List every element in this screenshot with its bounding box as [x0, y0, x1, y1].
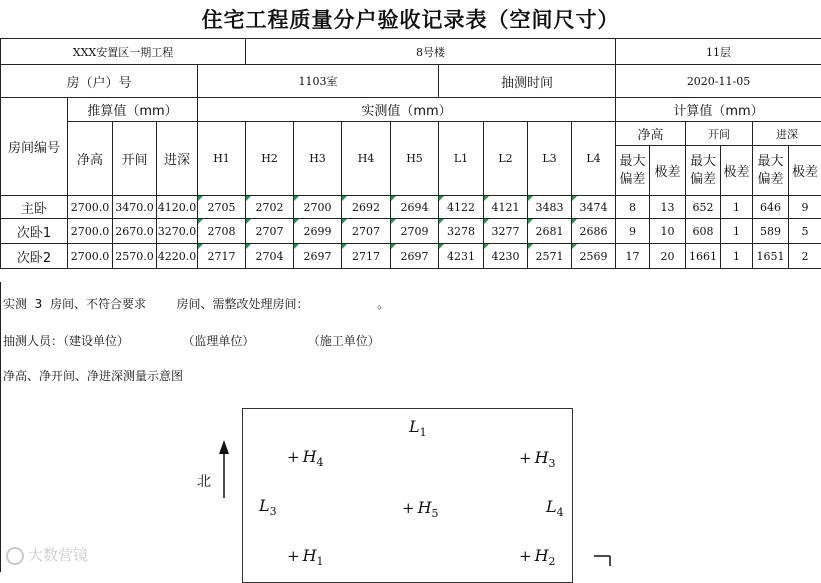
label-h2: + $H_2$: [519, 546, 556, 568]
diagram-caption: 净高、净开间、净进深测量示意图: [3, 367, 183, 384]
room-name: 次卧1: [1, 219, 68, 244]
est-value: 4220.0: [157, 244, 198, 269]
calc-value: 589: [753, 219, 789, 244]
project-name: XXX安置区一期工程: [1, 39, 246, 65]
meas-value: 4121: [484, 196, 528, 219]
meas-col-h3: H3: [294, 122, 342, 196]
meas-col-l4: L4: [572, 122, 616, 196]
label-l4: $L_4$: [546, 497, 564, 519]
estimated-header: 推算值（mm）: [68, 98, 198, 122]
meas-value: 4231: [439, 244, 484, 269]
meas-value: 2705: [198, 196, 246, 219]
calc-group-bay: 开间: [686, 122, 753, 146]
acceptance-table: [0, 38, 821, 269]
meas-value: 3474: [572, 196, 616, 219]
meas-value: 2571: [528, 244, 572, 269]
label-h4: + $H_4$: [287, 447, 324, 469]
north-arrow-icon: [214, 440, 234, 498]
range-header: 极差: [721, 146, 753, 196]
calc-value: 1: [721, 244, 753, 269]
page-title: 住宅工程质量分户验收记录表（空间尺寸）: [0, 0, 821, 36]
calc-value: 20: [650, 244, 686, 269]
calc-value: 5: [789, 219, 821, 244]
label-h5: + $H_5$: [402, 498, 439, 520]
est-col-height: 净高: [68, 122, 113, 196]
watermark-logo-icon: [6, 547, 24, 565]
meas-value: 2692: [342, 196, 391, 219]
calc-value: 1: [721, 196, 753, 219]
est-value: 2700.0: [68, 196, 113, 219]
summary-count: 3: [35, 297, 43, 311]
room-id-header: 房间编号: [1, 98, 68, 196]
calc-value: 652: [686, 196, 721, 219]
est-value: 2570.0: [113, 244, 157, 269]
label-h3: + $H_3$: [519, 448, 556, 470]
meas-value: 2694: [391, 196, 439, 219]
calc-value: 608: [686, 219, 721, 244]
meas-value: 2569: [572, 244, 616, 269]
table-row: [1, 219, 821, 244]
watermark-text: 大数营镜: [28, 546, 88, 564]
table-row: [1, 196, 821, 219]
calc-value: 1661: [686, 244, 721, 269]
summary-prefix: 实测: [3, 297, 27, 311]
inspectors-line: 抽测人员：（建设单位） （监理单位） （施工单位）: [3, 332, 380, 349]
meas-value: 2709: [391, 219, 439, 244]
calc-value: 17: [616, 244, 650, 269]
meas-value: 2702: [246, 196, 294, 219]
calc-value: 8: [616, 196, 650, 219]
label-l1: $L_1$: [409, 417, 427, 439]
max-dev-header: 最大偏差: [616, 146, 650, 196]
room-name: 主卧: [1, 196, 68, 219]
table-row: [1, 244, 821, 269]
watermark: [6, 544, 88, 565]
meas-value: 2699: [294, 219, 342, 244]
summary-line: [3, 295, 389, 312]
room-no-label: 房（户）号: [1, 65, 198, 98]
meas-value: 4122: [439, 196, 484, 219]
range-header: 极差: [789, 146, 821, 196]
room-no-value: 1103室: [198, 65, 439, 98]
max-dev-header: 最大偏差: [686, 146, 721, 196]
est-value: 3470.0: [113, 196, 157, 219]
room-diagram: [242, 408, 573, 583]
meas-value: 2697: [294, 244, 342, 269]
meas-value: 2704: [246, 244, 294, 269]
meas-value: 2717: [342, 244, 391, 269]
calc-value: 9: [789, 196, 821, 219]
label-l3: $L_3$: [259, 496, 277, 518]
meas-col-l1: L1: [439, 122, 484, 196]
meas-value: 2686: [572, 219, 616, 244]
est-value: 3270.0: [157, 219, 198, 244]
measured-header: 实测值（mm）: [198, 98, 616, 122]
est-value: 4120.0: [157, 196, 198, 219]
meas-col-h2: H2: [246, 122, 294, 196]
max-dev-header: 最大偏差: [753, 146, 789, 196]
calc-group-depth: 进深: [753, 122, 821, 146]
room-name: 次卧2: [1, 244, 68, 269]
calc-value: 10: [650, 219, 686, 244]
summary-text: 房间、不符合要求 房间、需整改处理房间： 。: [50, 297, 389, 311]
meas-value: 2707: [246, 219, 294, 244]
calc-value: 13: [650, 196, 686, 219]
floor-no: 11层: [616, 39, 821, 65]
label-h1: + $H_1$: [287, 546, 324, 568]
meas-col-l3: L3: [528, 122, 572, 196]
meas-col-l2: L2: [484, 122, 528, 196]
meas-value: 2697: [391, 244, 439, 269]
meas-value: 2700: [294, 196, 342, 219]
calc-group-height: 净高: [616, 122, 686, 146]
est-col-bay: 开间: [113, 122, 157, 196]
calc-value: 9: [616, 219, 650, 244]
computed-header: 计算值（mm）: [616, 98, 821, 122]
meas-value: 3278: [439, 219, 484, 244]
meas-value: 3277: [484, 219, 528, 244]
meas-value: 2708: [198, 219, 246, 244]
building-no: 8号楼: [246, 39, 616, 65]
left-border: [0, 282, 1, 572]
meas-value: 2681: [528, 219, 572, 244]
meas-value: 2707: [342, 219, 391, 244]
check-date: 2020-11-05: [616, 65, 821, 98]
calc-value: 1651: [753, 244, 789, 269]
north-label: 北: [197, 471, 211, 491]
calc-value: 1: [721, 219, 753, 244]
range-header: 极差: [650, 146, 686, 196]
calc-value: 646: [753, 196, 789, 219]
meas-col-h4: H4: [342, 122, 391, 196]
meas-value: 4230: [484, 244, 528, 269]
check-time-label: 抽测时间: [439, 65, 616, 98]
arrow-right-icon: [592, 546, 612, 566]
est-value: 2700.0: [68, 219, 113, 244]
meas-col-h5: H5: [391, 122, 439, 196]
est-value: 2670.0: [113, 219, 157, 244]
est-value: 2700.0: [68, 244, 113, 269]
meas-value: 2717: [198, 244, 246, 269]
est-col-depth: 进深: [157, 122, 198, 196]
meas-value: 3483: [528, 196, 572, 219]
meas-col-h1: H1: [198, 122, 246, 196]
calc-value: 2: [789, 244, 821, 269]
